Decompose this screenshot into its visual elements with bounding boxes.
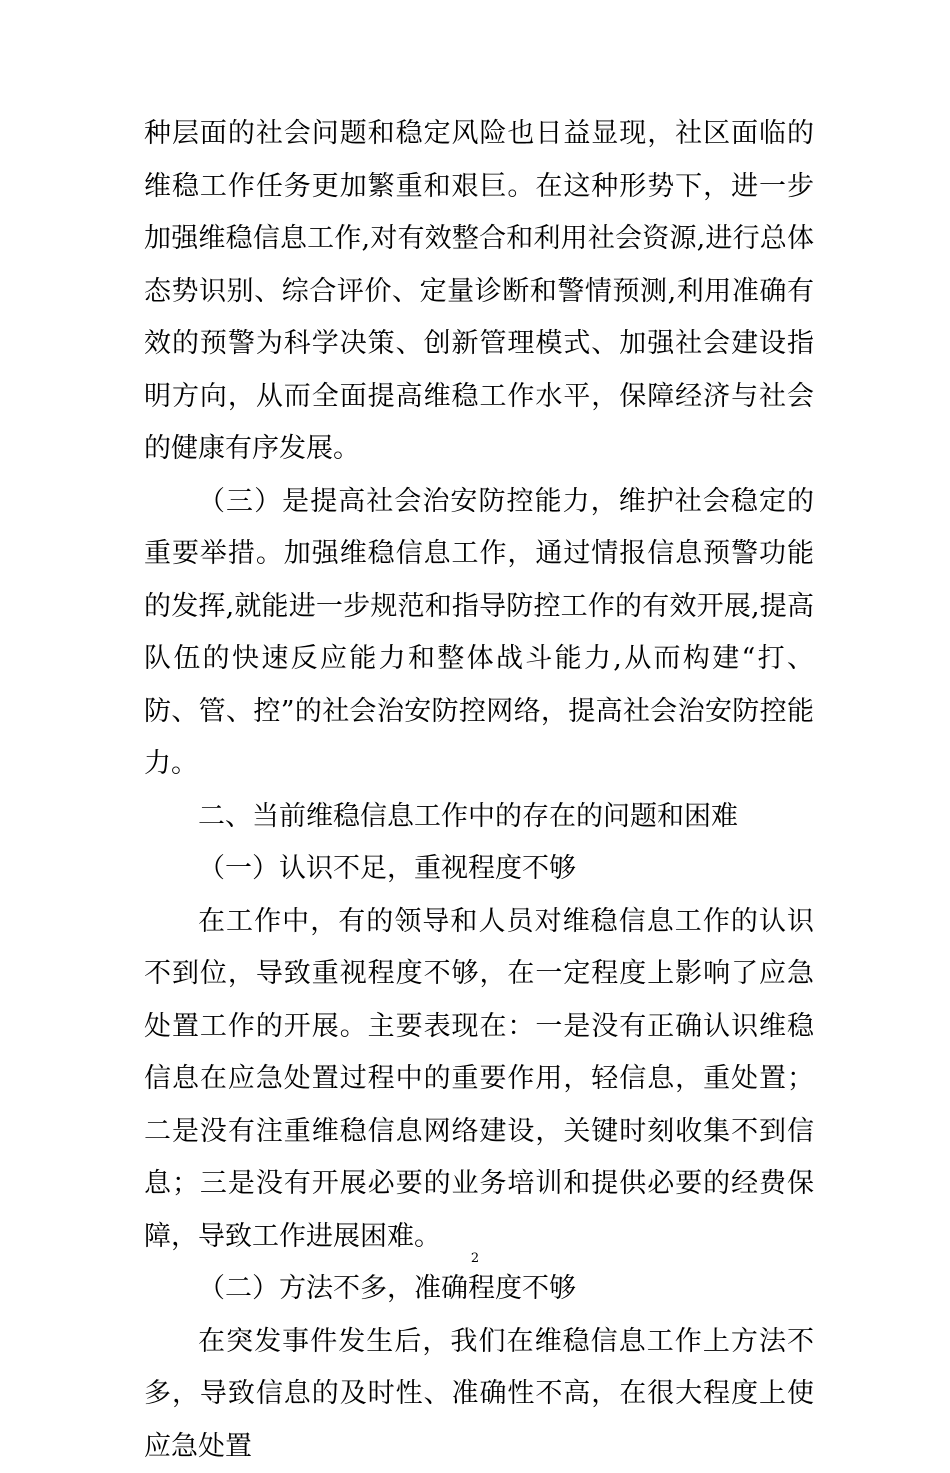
paragraph-point-three: （三）是提高社会治安防控能力，维护社会稳定的重要举措。加强维稳信息工作，通过情报信息预警功能的发挥,就能进一步规范和指导防控工作的有效开展,提高队伍的快速反应能力和整体战斗能力,从而构建“打、防、管、控”的社会治安防控网络，提高社会治安防控能力。 <box>144 476 814 791</box>
paragraph-subheading-two-body: 在突发事件发生后，我们在维稳信息工作上方法不多，导致信息的及时性、准确性不高，在很大程度上使应急处置 <box>144 1316 814 1473</box>
document-body <box>144 108 814 1473</box>
paragraph-subheading-one-body: 在工作中，有的领导和人员对维稳信息工作的认识不到位，导致重视程度不够，在一定程度上影响了应急处置工作的开展。主要表现在：一是没有正确认识维稳信息在应急处置过程中的重要作用，轻信息，重处置；二是没有注重维稳信息网络建设，关键时刻收集不到信息；三是没有开展必要的业务培训和提供必要的经费保障，导致工作进展困难。 <box>144 896 814 1264</box>
subheading-two: （二）方法不多，准确程度不够 <box>144 1263 814 1316</box>
section-heading-problems: 二、当前维稳信息工作中的存在的问题和困难 <box>144 791 814 844</box>
subheading-one: （一）认识不足，重视程度不够 <box>144 843 814 896</box>
page-number: 2 <box>0 1251 950 1266</box>
paragraph-continuation: 种层面的社会问题和稳定风险也日益显现，社区面临的维稳工作任务更加繁重和艰巨。在这种形势下，进一步加强维稳信息工作,对有效整合和利用社会资源,进行总体态势识别、综合评价、定量诊断和警情预测,利用准确有效的预警为科学决策、创新管理模式、加强社会建设指明方向，从而全面提高维稳工作水平，保障经济与社会的健康有序发展。 <box>144 108 814 476</box>
